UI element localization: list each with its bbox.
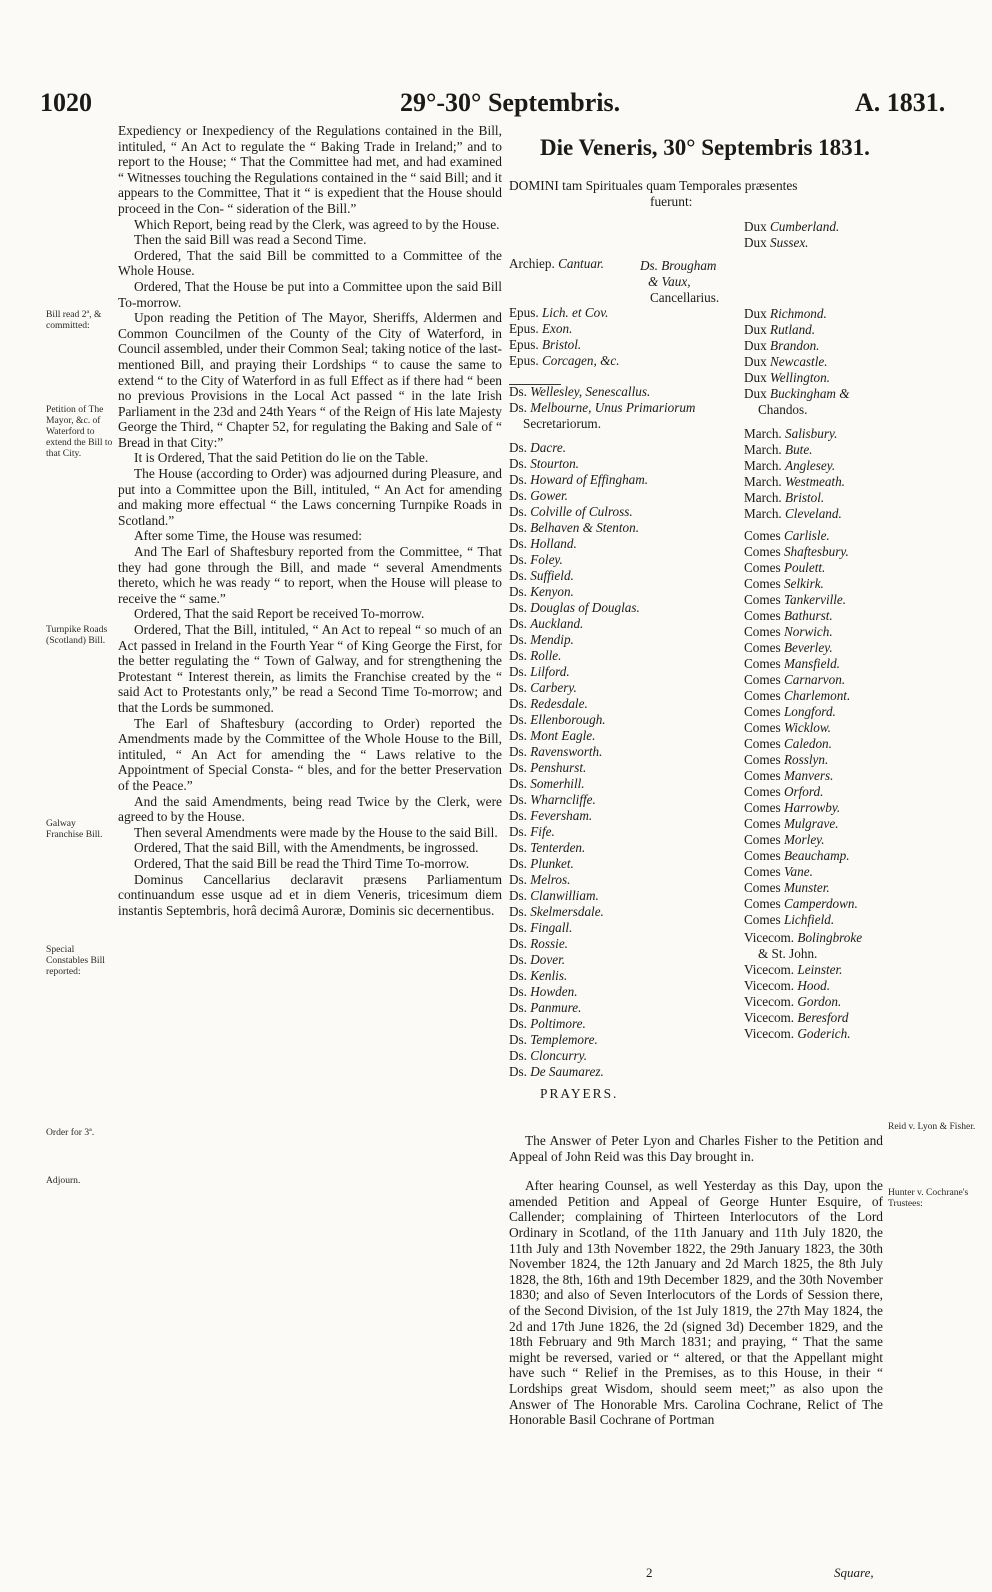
attendance-name: Comes Mulgrave. <box>744 816 839 831</box>
paragraph: And the said Amendments, being read Twice by the Clerk, were agreed to by the House. <box>118 793 502 825</box>
attendance-name: March. Westmeath. <box>744 474 845 489</box>
attendance-name: Ds. Rossie. <box>509 936 568 951</box>
attendance-name: Ds. Fingall. <box>509 920 573 935</box>
attendance-name: Epus. Corcagen, &c. <box>509 353 620 368</box>
attendance-name: Ds. Wellesley, Senescallus. <box>509 384 651 399</box>
catchword: Square, <box>834 1565 874 1580</box>
paragraph: After some Time, the House was resumed: <box>134 528 362 544</box>
attendance-name: Comes Orford. <box>744 784 824 799</box>
attendance-name: Ds. Dover. <box>509 952 566 967</box>
attendance-name: March. Bute. <box>744 442 813 457</box>
attendance-name: Dux Richmond. <box>744 306 827 321</box>
paragraph: After hearing Counsel, as well Yesterday as this Day, upon the amended Petition and Appeal of George Hunter Esquire, of Callender; complaining of Thirteen Interlocutors of the Lord Ordinary in Scotland, of the 11th January and 11th July 1820, the 11th July and 13th November 1822, the 29th January 1823, the 30th November 1824, the 12th January and 2d March 1825, the 8th July 1828, the 8th, 16th and 19th December 1829, and the 30th November 1830; and also of Seven Interlocutors of the Lords of Session there, of the Second Division, of the 1st July 1819, the 27th May 1824, the 2d and 17th June 1826, the 2d (signed 3d) December 1829, and the 18th February and 9th March 1831; and praying, “ That the same might be reversed, varied or “ altered, or that the Appellant might have such “ Relief in the Premises, as to this House, in their “ Lordships great Wisdom, should seem meet;” as also upon the Answer of The Honorable Mrs. Carolina Cochrane, Relict of The Honorable Basil Cochrane of Portman <box>509 1178 883 1428</box>
attendance-name: Comes Camperdown. <box>744 896 858 911</box>
attendance-name: Ds. Panmure. <box>509 1000 582 1015</box>
attendance-name: Comes Carnarvon. <box>744 672 846 687</box>
attendance-name: Dux Cumberland. <box>744 219 840 234</box>
attendance-name: Secretariorum. <box>523 416 601 431</box>
attendance-name: Comes Charlemont. <box>744 688 851 703</box>
attendance-name: Ds. Foley. <box>509 552 563 567</box>
attendance-name: Comes Tankerville. <box>744 592 847 607</box>
attendance-name: Ds. Penshurst. <box>509 760 587 775</box>
attendance-name: Vicecom. Beresford <box>744 1010 849 1025</box>
attendance-name: Vicecom. Gordon. <box>744 994 842 1009</box>
attendance-name: Dux Newcastle. <box>744 354 828 369</box>
paragraph: Ordered, That the said Bill be read the Third Time To-morrow. <box>134 855 470 871</box>
attendance-name: Comes Rosslyn. <box>744 752 829 767</box>
margin-note: Reid v. Lyon & Fisher. <box>888 1121 976 1132</box>
left-column <box>118 123 502 918</box>
attendance-name: March. Anglesey. <box>744 458 836 473</box>
margin-note: Petition of The Mayor, &c. of Waterford to extend the Bill to that City. <box>46 404 113 459</box>
attendance-name: Comes Beverley. <box>744 640 833 655</box>
attendance-name: Dux Buckingham & <box>744 386 850 401</box>
chancellor-line: Cancellarius. <box>650 290 720 305</box>
attendance-name: Chandos. <box>758 402 808 417</box>
margin-note: Order for 3ª. <box>46 1127 95 1138</box>
attendance-name: Ds. Kenlis. <box>509 968 568 983</box>
attendance-name: Comes Shaftesbury. <box>744 544 849 559</box>
paragraph: The Earl of Shaftesbury (according to Order) reported the Amendments made by the Committee of the Whole House to the Bill, intituled, “ An Act for amending the “ Laws relative to the Appointment of Special Consta- “ bles, and for the better Preservation of the Peace.” <box>118 715 502 793</box>
chancellor-line: & Vaux, <box>648 274 691 289</box>
paragraph: Ordered, That the said Bill be committed to a Committee of the Whole House. <box>118 247 502 279</box>
paragraph: The House (according to Order) was adjourned during Pleasure, and put into a Committee upon the Bill, intituled, “ An Act for amending and making more effectual “ the Laws concerning Turnpike Roads in Scotland.” <box>118 466 502 528</box>
attendance-name: Comes Norwich. <box>744 624 833 639</box>
attendance-name: Ds. Dacre. <box>509 440 567 455</box>
attendance-name: Comes Harrowby. <box>744 800 841 815</box>
attendance-name: Vicecom. Leinster. <box>744 962 843 977</box>
attendance-name: Ds. Skelmersdale. <box>509 904 604 919</box>
paragraph: Ordered, That the Bill, intituled, “ An Act to repeal “ so much of an Act passed in Ireland in the Fourth Year “ of King George the First, for the better regulating the “ Town of Galway, and for strengthening the Protestant “ Interest therein, as limits the Franchise created by the “ said Act to Protestants only,” be read a Second Time To-morrow; and that the Lords be summoned. <box>118 622 502 715</box>
attendance-name: Dux Brandon. <box>744 338 820 353</box>
attendance-name: Comes Vane. <box>744 864 813 879</box>
paragraph: The Answer of Peter Lyon and Charles Fisher to the Petition and Appeal of John Reid was this Day brought in. <box>509 1133 883 1164</box>
attendance-name: Comes Wicklow. <box>744 720 831 735</box>
attendance-name: Epus. Lich. et Cov. <box>509 305 609 320</box>
attendance-name: March. Salisbury. <box>744 426 838 441</box>
attendance-name: Ds. Auckland. <box>509 616 584 631</box>
paragraph: Which Report, being read by the Clerk, was agreed to by the House. <box>134 216 500 232</box>
margin-note: Bill read 2ª, & committed: <box>46 309 102 331</box>
divider-rule <box>509 384 561 385</box>
attendance-name: Dux Sussex. <box>744 235 809 250</box>
attendance-name: Ds. Melbourne, Unus Primariorum <box>509 400 696 415</box>
paragraph: And The Earl of Shaftesbury reported from the Committee, “ That they had gone through the Bill, and made “ several Amendments thereto, which he was ready “ to report, when the House will please to receive the “ same.” <box>118 544 502 606</box>
paragraph: Ordered, That the said Report be received To-morrow. <box>134 606 425 622</box>
attendance-name: Comes Bathurst. <box>744 608 833 623</box>
attendance-name: Ds. Suffield. <box>509 568 574 583</box>
chancellor-line: Ds. Brougham <box>640 258 717 273</box>
paragraph: Ordered, That the said Bill, with the Amendments, be ingrossed. <box>134 840 479 856</box>
signature-mark: 2 <box>646 1565 653 1580</box>
attendance-name: Ds. Gower. <box>509 488 568 503</box>
attendance-name: Ds. Poltimore. <box>509 1016 586 1031</box>
attendance-name: Dux Wellington. <box>744 370 830 385</box>
right-column <box>509 1133 883 1428</box>
attendance-name: Ds. Mendip. <box>509 632 574 647</box>
attendance-name: Ds. Plunket. <box>509 856 574 871</box>
attendance-name: Comes Morley. <box>744 832 825 847</box>
attendance-name: Ds. Tenterden. <box>509 840 586 855</box>
attendance-name: Ds. Stourton. <box>509 456 579 471</box>
attendance-name: Ds. Templemore. <box>509 1032 598 1047</box>
attendance-name: Ds. De Saumarez. <box>509 1064 604 1079</box>
margin-note: Adjourn. <box>46 1175 81 1186</box>
margin-note: Galway Franchise Bill. <box>46 818 103 840</box>
paragraph: Dominus Cancellarius declaravit præsens Parliamentum continuandum esse usque ad et in diem Veneris, tricesimum diem instantis Septembris, horâ decimâ Auroræ, Dominis sic decernentibus. <box>118 871 502 918</box>
paragraph: Ordered, That the House be put into a Committee upon the said Bill To-morrow. <box>118 278 502 310</box>
page-number: 1020 <box>40 88 92 117</box>
attendance-name: Comes Beauchamp. <box>744 848 850 863</box>
attendance-name: Ds. Rolle. <box>509 648 562 663</box>
attendance-name: Ds. Kenyon. <box>509 584 574 599</box>
attendance-name: Vicecom. Bolingbroke <box>744 930 863 945</box>
attendance-name: Ds. Clanwilliam. <box>509 888 599 903</box>
attendance-name: Ds. Holland. <box>509 536 577 551</box>
attendance-name: March. Bristol. <box>744 490 825 505</box>
paragraph: Expediency or Inexpediency of the Regulations contained in the Bill, intituled, “ An Act to regulate the “ Baking Trade in Ireland;” and to report to the House; “ That the Committee had met, and had examined “ Witnesses touching the Regulations contained in the “ said Bill; and it appears to the Committee, That it “ is expedient that the House should proceed in the Con- “ sideration of the Bill.” <box>118 123 502 216</box>
attendance-name: Ds. Feversham. <box>509 808 593 823</box>
attendance-name: Epus. Bristol. <box>509 337 582 352</box>
paragraph: Then the said Bill was read a Second Time. <box>134 232 367 248</box>
attendance-name: Dux Rutland. <box>744 322 816 337</box>
attendance-name: Ds. Lilford. <box>509 664 570 679</box>
margin-note: Turnpike Roads (Scotland) Bill. <box>46 624 108 646</box>
attendance-name: Ds. Wharncliffe. <box>509 792 596 807</box>
attendance-name: Archiep. Cantuar. <box>509 256 604 271</box>
attendance-name: Vicecom. Hood. <box>744 978 831 993</box>
attendance-name: Comes Mansfield. <box>744 656 840 671</box>
attendance-name: Comes Munster. <box>744 880 830 895</box>
day-title: Die Veneris, 30° Septembris 1831. <box>540 135 870 160</box>
attendance-name: Ds. Ravensworth. <box>509 744 603 759</box>
attendance-name: Comes Caledon. <box>744 736 832 751</box>
attendance-name: Comes Poulett. <box>744 560 826 575</box>
attendance-name: Ds. Carbery. <box>509 680 577 695</box>
attendance-name: March. Cleveland. <box>744 506 842 521</box>
year-label: A. 1831. <box>855 88 946 117</box>
attendance-name: & St. John. <box>758 946 818 961</box>
attendance-name: Vicecom. Goderich. <box>744 1026 851 1041</box>
attendance-name: Ds. Ellenborough. <box>509 712 606 727</box>
attendance-name: Ds. Mont Eagle. <box>509 728 596 743</box>
prayers-heading: PRAYERS. <box>540 1086 619 1101</box>
attendance-name: Comes Longford. <box>744 704 836 719</box>
attendance-name: Ds. Somerhill. <box>509 776 585 791</box>
attendance-name: Epus. Exon. <box>509 321 573 336</box>
running-title: 29°-30° Septembris. <box>400 88 621 117</box>
attendance-heading: DOMINI tam Spirituales quam Temporales præsentes <box>509 178 798 193</box>
attendance-name: Ds. Melros. <box>509 872 571 887</box>
attendance-name: Comes Lichfield. <box>744 912 835 927</box>
attendance-name: Ds. Fife. <box>509 824 555 839</box>
attendance-name: Comes Manvers. <box>744 768 834 783</box>
attendance-name: Ds. Howard of Effingham. <box>509 472 649 487</box>
paragraph: It is Ordered, That the said Petition do lie on the Table. <box>134 450 429 466</box>
margin-note: Hunter v. Cochrane's Trustees: <box>888 1187 969 1209</box>
margin-note: Special Constables Bill reported: <box>46 944 105 977</box>
attendance-name: Comes Selkirk. <box>744 576 824 591</box>
attendance-name: Ds. Howden. <box>509 984 578 999</box>
attendance-name: Ds. Colville of Culross. <box>509 504 633 519</box>
attendance-name: Ds. Belhaven & Stenton. <box>509 520 640 535</box>
paragraph: Then several Amendments were made by the House to the said Bill. <box>134 824 498 840</box>
attendance-name: Comes Carlisle. <box>744 528 830 543</box>
attendance-name: Ds. Cloncurry. <box>509 1048 588 1063</box>
attendance-name: Ds. Douglas of Douglas. <box>509 600 640 615</box>
attendance-heading-cont: fuerunt: <box>650 194 693 209</box>
attendance-name: Ds. Redesdale. <box>509 696 588 711</box>
paragraph: Upon reading the Petition of The Mayor, Sheriffs, Aldermen and Common Councilmen of the County of the City of Waterford, in Council assembled, under their Common Seal; taking notice of the last-mentioned Bill, and praying their Lordships “ to cause the same to extend “ to the City of Waterford in as full Effect as if there had “ been no previous Provisions in the Local Act passed “ in the late Irish Parliament in the 23d and 24th Years “ of the Reign of His late Majesty George the Third, “ Chapter 52, for regulating the Baking and Sale of “ Bread in that City:” <box>118 310 502 450</box>
